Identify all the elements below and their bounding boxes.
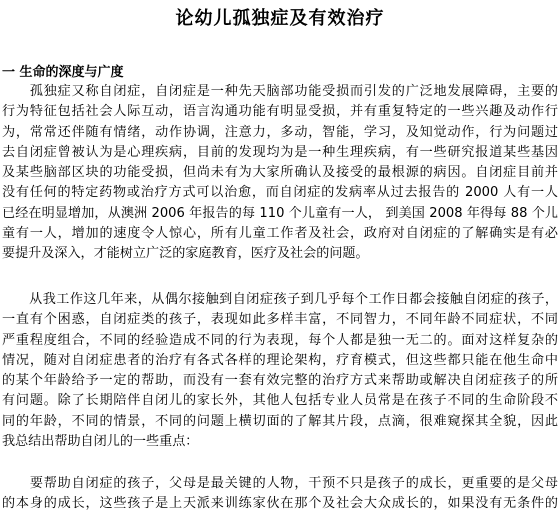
paragraph-line: 有问题。除了长期陪伴自闭儿的家长外，其他人包括专业人员常是在孩子不同的生命阶段不 [2, 393, 558, 409]
paragraph-line: 已经在明显增加，从澳洲 2006 年报告的每 110 个儿童有一人， 到美国 2008 年得每 88 个儿 [2, 205, 558, 221]
paragraph-line: 我总结出帮助自闭儿的一些重点： [2, 434, 199, 450]
paragraph-3 [2, 474, 558, 515]
paragraph-line: 没有任何的特定药物或治疗方式可以治愈，而自闭症的发病率从过去报告的 2000 人有一人 [2, 185, 558, 201]
paragraph-line: 孤独症又称自闭症，自闭症是一种先天脑部功能受损而引发的广泛地发展障碍，主要的 [2, 84, 558, 99]
paragraph-line: 行为特征包括社会人际互动，语言沟通功能有明显受损，并有重复特定的一些兴趣及动作行 [2, 104, 558, 120]
paragraph-line: 去自闭症曾被认为是心理疾病，目前的发现均为是一种生理疾病，有一些研究报道某些基因 [2, 144, 558, 160]
paragraph-line: 童有一人，增加的速度令人惊心，所有儿童工作者及社会，政府对自闭症的了解确实是有必 [2, 226, 558, 242]
paragraph-line: 情况，随对自闭症患者的治疗有各式各样的理论架构，疗育模式，但这些都只能在他生命中 [2, 352, 558, 368]
page-title: 论幼儿孤独症及有效治疗 [175, 8, 385, 29]
paragraph-line: 从我工作这几年来，从偶尔接触到自闭症孩子到几乎每个工作日都会接触自闭症的孩子， [2, 292, 558, 307]
paragraph-line: 为，常常还伴随有情绪，动作协调，注意力，多动，智能，学习，及知觉动作，行为问题过 [2, 124, 558, 140]
paragraph-2 [2, 290, 558, 452]
paragraph-1 [2, 82, 558, 265]
paragraph-line: 一直有个困惑，自闭症类的孩子，表现如此多样丰富，不同智力，不同年龄不同症状，不同 [2, 312, 558, 328]
section-heading: 一 生命的深度与广度 [2, 65, 124, 80]
paragraph-line: 的某个年龄给予一定的帮助，而没有一套有效完整的治疗方式来帮助或解决自闭症孩子的所 [2, 373, 558, 389]
paragraph-line: 严重程度组合，不同的经验造成不同的行为表现，每个人都是独一无二的。面对这样复杂的 [2, 332, 558, 348]
paragraph-line: 同的年龄，不同的情景，不同的问题上横切面的了解其片段，点滴，很难窥探其全貌，因此 [2, 413, 558, 429]
paragraph-line: 的本身的成长，这些孩子是上天派来训练家伙在那个及社会大众成长的，如果没有无条件的 [2, 496, 558, 512]
paragraph-line: 要帮助自闭症的孩子，父母是最关键的人物，干预不只是孩子的成长，更重要的是父母 [2, 476, 558, 491]
paragraph-line: 要提升及深入，才能树立广泛的家庭教育，医疗及社会的问题。 [2, 246, 369, 262]
paragraph-line: 及某些脑部区块的功能受损，但尚未有为大家所确认及接受的最根源的病因。自闭症目前并 [2, 165, 558, 181]
